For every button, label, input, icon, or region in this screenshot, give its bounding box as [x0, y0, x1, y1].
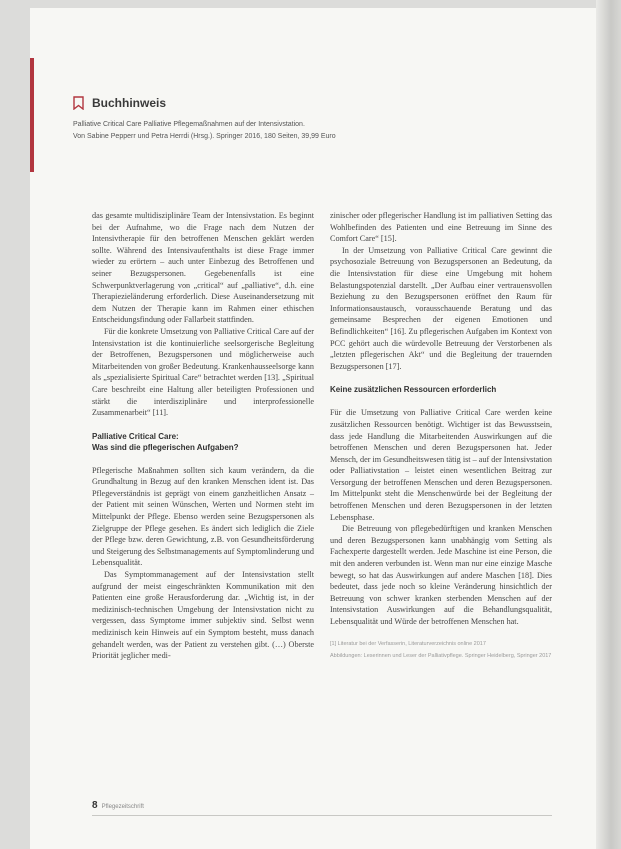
paragraph: Für die Umsetzung von Palliative Critical Care werden keine zusätzlichen Ressourcen benötigt. Wichtiger ist das Bewusstsein, dass jede Handlung die Mitarbeitenden Auswirkungen auf die betroffenen Menschen und deren Bezugspersonen hat. Jeder Mensch, der im Gesundheitswesen tätig ist – auf der Intensivstation oder Palliativstation – leistet einen wesentlichen Beitrag zur Versorgung der betroffenen Menschen und deren Bezugspersonen. Im Mittelpunkt steht die Menschenwürde bei der Begleitung der betroffenen Menschen und deren Bezugspersonen in der letzten Lebensphase. [330, 408, 552, 522]
paragraph: In der Umsetzung von Palliative Critical Care gewinnt die psychosoziale Betreuung von Bezugspersonen an Bedeutung, da die Intensivstation für diese eine Umgebung mit hohem Belastungspotenzial darstellt. „Der Aufbau einer vertrauensvollen Beziehung zu den Bezugspersonen eröffnet den Raum für Informationsaustausch, vorausschauende Beratung und das gemeinsame Besprechen der eigenen Emotionen und Befindlichkeiten“ [16]. Zu pflegerischen Aufgaben im Kontext von PCC gehört auch die würdevolle Betreuung der Verstorbenen als „letzten pflegerischen Akt“ und die Begleitung der trauernden Bezugspersonen [17]. [330, 245, 552, 371]
references [330, 640, 552, 660]
section-heading: Keine zusätzlichen Ressourcen erforderlich [330, 385, 497, 395]
reference-line: [1] Literatur bei der Verfasserin, Literaturverzeichnis online 2017 [330, 640, 486, 647]
reference-line: Abbildungen: Leserinnen und Leser der Palliativpflege. Springer Heidelberg, Springer 2017 [330, 652, 552, 659]
book-details-line: Von Sabine Pepperr und Petra Herrdi (Hrsg.). Springer 2016, 180 Seiten, 39,99 Euro [73, 133, 336, 140]
paragraph: Pflegerische Maßnahmen sollten sich kaum verändern, da die Grundhaltung in Bezug auf den kranken Menschen ident ist. Das Pflegeverständnis ist geprägt von einem ganzheitlichen Ansatz – der Patient mit seinen Wünschen, Werten und Normen steht im Mittelpunkt der Pflege. Ebenso werden seine Bezugspersonen als Zielgruppe der Pflege gesehen. Es ändert sich lediglich die Ziele der Pflege bzw. deren Gewichtung, z.B. von Gesundheitsförderung und Steigerung des Selbstmanagements auf Symptomlinderung und Lebensqualität. [92, 465, 314, 568]
accent-bar [30, 58, 34, 172]
section-heading [92, 431, 314, 453]
page-gutter-shadow [596, 0, 621, 849]
page-footer [92, 800, 144, 811]
book-notice-heading: Buchhinweis [92, 96, 167, 110]
book-title-line: Palliative Critical Care Palliative Pflegemaßnahmen auf der Intensivstation. [73, 121, 305, 128]
paragraph: zinischer oder pflegerischer Handlung ist im palliativen Setting das Wohlbefinden des Patienten und eine Betreuung im Sinne des Comfort Care“ [15]. [330, 211, 552, 244]
paragraph: Für die konkrete Umsetzung von Palliative Critical Care auf der Intensivstation ist die kontinuierliche seelsorgerische Begleitung der Betroffenen, Bezugspersonen und möglicherweise auch Mitarbeitenden von großer Bedeutung. Krankenhausseelsorge kann als „spezialisierte Spiritual Care“ betrachtet werden [13]. „Spiritual Care beschreibt eine Haltung aller beteiligten Professionen und stärkt die interdisziplinäre und interprofessionelle Zusammenarbeit“ [11]. [92, 326, 314, 418]
footer-rule [92, 815, 552, 816]
right-column [330, 210, 552, 664]
section-heading-line: Palliative Critical Care: [92, 431, 179, 441]
journal-name: Pflegezeitschrift [101, 804, 144, 810]
section-heading-line: Was sind die pflegerischen Aufgaben? [92, 442, 239, 452]
book-notice [73, 96, 493, 158]
bookmark-icon [73, 96, 84, 110]
left-column [92, 210, 314, 662]
paragraph: das gesamte multidisziplinäre Team der Intensivstation. Es beginnt bei der Aufnahme, wo die Frage nach dem Nutzen der Intensivtherapie für den betroffenen Menschen geklärt werden sollte. Während des Intensivaufenthalts ist diese Frage immer wieder zu erörtern – auch unter Einbezug des Betroffenen und seiner Bezugspersonen. Gegebenenfalls ist eine Schwerpunktverlagerung von „critical“ auf „palliative“, d.h. eine Therapiezieländerung erforderlich. Diese Auseinandersetzung mit dem Nutzen der Therapie kann im Rahmen einer ethischen Entscheidungsfindung oder Fallarbeit stattfinden. [92, 211, 314, 325]
paragraph: Das Symptommanagement auf der Intensivstation stellt aufgrund der meist eingeschränkten Kommunikation mit den Patienten eine große Herausforderung dar. „Wichtig ist, in der medizinisch-technischen Umgebung der Intensivstation nicht zu vergessen, dass Symptome immer subjektiv sind. Selbst wenn medizinisch kein Hinweis auf ein Symptom besteht, muss danach gehandelt werden, was der Patient zu verstehen gibt. (…) Oberste Priorität jeglicher medi- [92, 570, 314, 661]
page-number: 8 [92, 800, 98, 811]
book-notice-header [73, 96, 493, 110]
paragraph: Die Betreuung von pflegebedürftigen und kranken Menschen und deren Bezugspersonen kann unabhängig vom Setting als Fachexperte dargestellt werden. Jede Maschine ist eine Person, die mit den anderen verbunden ist. Wenn man nur eine einzige Masche bewegt, so hat das Auswirkungen auf andere Maschen [18]. Dies bedeutet, dass jede noch so kleine Veränderung hinsichtlich der Betreuung von schwer kranken sterbenden Menschen auf der Intensivstation Auswirkungen auf die Behandlungsqualität, Lebensqualität und Würde der betroffenen Menschen hat. [330, 524, 552, 626]
